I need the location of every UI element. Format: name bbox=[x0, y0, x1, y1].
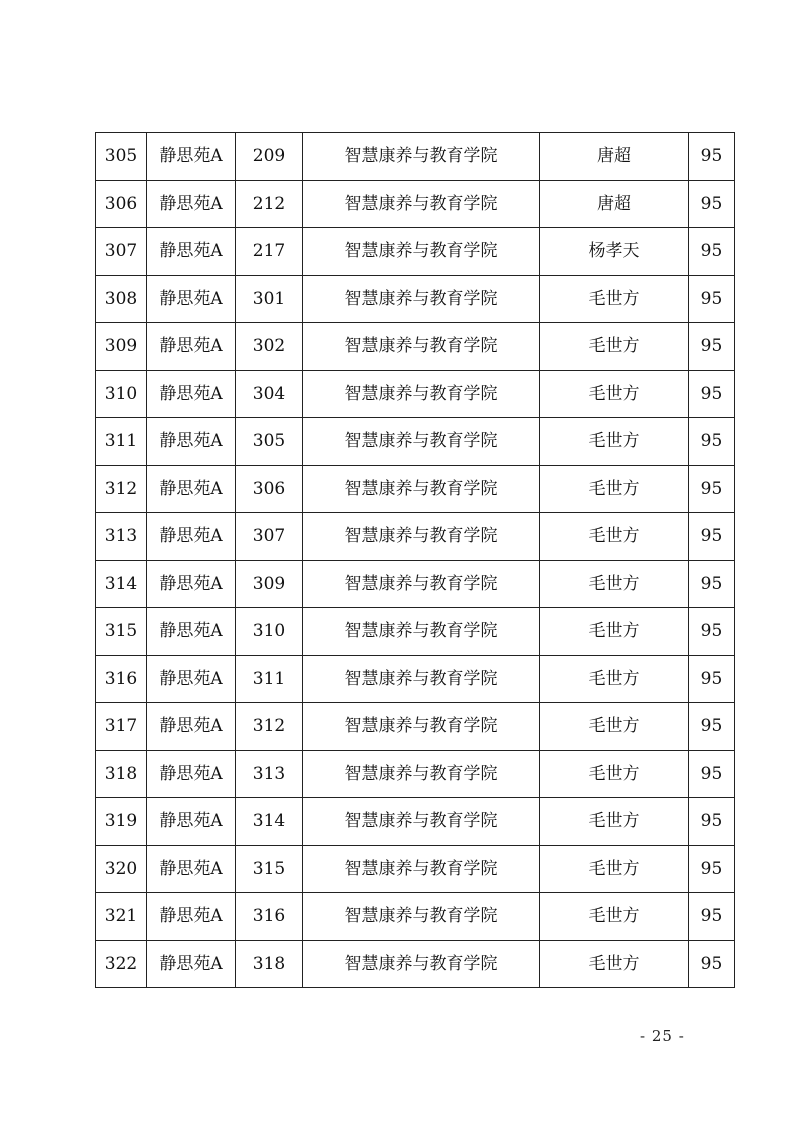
counselor-cell: 毛世方 bbox=[540, 608, 689, 656]
score-cell: 95 bbox=[689, 513, 735, 561]
counselor-cell: 毛世方 bbox=[540, 655, 689, 703]
college-cell: 智慧康养与教育学院 bbox=[303, 133, 540, 181]
college-cell: 智慧康养与教育学院 bbox=[303, 940, 540, 988]
building-cell: 静思苑A bbox=[147, 845, 236, 893]
row-number-cell: 322 bbox=[96, 940, 147, 988]
room-number-cell: 305 bbox=[236, 418, 303, 466]
table-row bbox=[96, 940, 735, 988]
score-cell: 95 bbox=[689, 133, 735, 181]
counselor-cell: 毛世方 bbox=[540, 513, 689, 561]
counselor-cell: 唐超 bbox=[540, 133, 689, 181]
room-number-cell: 316 bbox=[236, 893, 303, 941]
table-row bbox=[96, 275, 735, 323]
score-cell: 95 bbox=[689, 940, 735, 988]
counselor-cell: 毛世方 bbox=[540, 275, 689, 323]
row-number-cell: 319 bbox=[96, 798, 147, 846]
college-cell: 智慧康养与教育学院 bbox=[303, 418, 540, 466]
row-number-cell: 315 bbox=[96, 608, 147, 656]
building-cell: 静思苑A bbox=[147, 275, 236, 323]
college-cell: 智慧康养与教育学院 bbox=[303, 180, 540, 228]
room-number-cell: 309 bbox=[236, 560, 303, 608]
row-number-cell: 306 bbox=[96, 180, 147, 228]
row-number-cell: 317 bbox=[96, 703, 147, 751]
table-row bbox=[96, 133, 735, 181]
room-number-cell: 315 bbox=[236, 845, 303, 893]
room-number-cell: 312 bbox=[236, 703, 303, 751]
counselor-cell: 毛世方 bbox=[540, 940, 689, 988]
building-cell: 静思苑A bbox=[147, 323, 236, 371]
score-cell: 95 bbox=[689, 608, 735, 656]
row-number-cell: 318 bbox=[96, 750, 147, 798]
table-row bbox=[96, 228, 735, 276]
score-cell: 95 bbox=[689, 560, 735, 608]
room-number-cell: 313 bbox=[236, 750, 303, 798]
counselor-cell: 毛世方 bbox=[540, 370, 689, 418]
table-row bbox=[96, 323, 735, 371]
counselor-cell: 毛世方 bbox=[540, 750, 689, 798]
table-body bbox=[96, 133, 735, 988]
room-number-cell: 318 bbox=[236, 940, 303, 988]
building-cell: 静思苑A bbox=[147, 703, 236, 751]
room-number-cell: 314 bbox=[236, 798, 303, 846]
row-number-cell: 312 bbox=[96, 465, 147, 513]
row-number-cell: 320 bbox=[96, 845, 147, 893]
college-cell: 智慧康养与教育学院 bbox=[303, 608, 540, 656]
counselor-cell: 唐超 bbox=[540, 180, 689, 228]
building-cell: 静思苑A bbox=[147, 750, 236, 798]
college-cell: 智慧康养与教育学院 bbox=[303, 798, 540, 846]
college-cell: 智慧康养与教育学院 bbox=[303, 750, 540, 798]
college-cell: 智慧康养与教育学院 bbox=[303, 560, 540, 608]
room-number-cell: 302 bbox=[236, 323, 303, 371]
row-number-cell: 321 bbox=[96, 893, 147, 941]
counselor-cell: 毛世方 bbox=[540, 845, 689, 893]
counselor-cell: 毛世方 bbox=[540, 560, 689, 608]
score-cell: 95 bbox=[689, 655, 735, 703]
counselor-cell: 毛世方 bbox=[540, 798, 689, 846]
counselor-cell: 杨孝天 bbox=[540, 228, 689, 276]
score-cell: 95 bbox=[689, 418, 735, 466]
table-row bbox=[96, 560, 735, 608]
table-row bbox=[96, 845, 735, 893]
room-number-cell: 209 bbox=[236, 133, 303, 181]
score-cell: 95 bbox=[689, 798, 735, 846]
college-cell: 智慧康养与教育学院 bbox=[303, 703, 540, 751]
table-row bbox=[96, 370, 735, 418]
counselor-cell: 毛世方 bbox=[540, 703, 689, 751]
building-cell: 静思苑A bbox=[147, 798, 236, 846]
table-row bbox=[96, 418, 735, 466]
counselor-cell: 毛世方 bbox=[540, 418, 689, 466]
room-number-cell: 217 bbox=[236, 228, 303, 276]
room-number-cell: 306 bbox=[236, 465, 303, 513]
building-cell: 静思苑A bbox=[147, 133, 236, 181]
table-row bbox=[96, 513, 735, 561]
row-number-cell: 307 bbox=[96, 228, 147, 276]
score-cell: 95 bbox=[689, 323, 735, 371]
row-number-cell: 316 bbox=[96, 655, 147, 703]
building-cell: 静思苑A bbox=[147, 180, 236, 228]
row-number-cell: 309 bbox=[96, 323, 147, 371]
score-cell: 95 bbox=[689, 465, 735, 513]
college-cell: 智慧康养与教育学院 bbox=[303, 323, 540, 371]
building-cell: 静思苑A bbox=[147, 608, 236, 656]
counselor-cell: 毛世方 bbox=[540, 893, 689, 941]
table-row bbox=[96, 750, 735, 798]
building-cell: 静思苑A bbox=[147, 370, 236, 418]
score-cell: 95 bbox=[689, 893, 735, 941]
dormitory-score-table bbox=[95, 132, 735, 988]
score-cell: 95 bbox=[689, 370, 735, 418]
row-number-cell: 305 bbox=[96, 133, 147, 181]
page-number: - 25 - bbox=[640, 1027, 685, 1045]
table-row bbox=[96, 180, 735, 228]
score-cell: 95 bbox=[689, 275, 735, 323]
row-number-cell: 313 bbox=[96, 513, 147, 561]
room-number-cell: 307 bbox=[236, 513, 303, 561]
score-cell: 95 bbox=[689, 703, 735, 751]
college-cell: 智慧康养与教育学院 bbox=[303, 893, 540, 941]
table-row bbox=[96, 798, 735, 846]
room-number-cell: 212 bbox=[236, 180, 303, 228]
room-number-cell: 310 bbox=[236, 608, 303, 656]
counselor-cell: 毛世方 bbox=[540, 465, 689, 513]
college-cell: 智慧康养与教育学院 bbox=[303, 513, 540, 561]
score-cell: 95 bbox=[689, 180, 735, 228]
building-cell: 静思苑A bbox=[147, 893, 236, 941]
college-cell: 智慧康养与教育学院 bbox=[303, 275, 540, 323]
college-cell: 智慧康养与教育学院 bbox=[303, 845, 540, 893]
building-cell: 静思苑A bbox=[147, 418, 236, 466]
table-row bbox=[96, 703, 735, 751]
score-cell: 95 bbox=[689, 750, 735, 798]
building-cell: 静思苑A bbox=[147, 228, 236, 276]
row-number-cell: 314 bbox=[96, 560, 147, 608]
counselor-cell: 毛世方 bbox=[540, 323, 689, 371]
table-row bbox=[96, 893, 735, 941]
building-cell: 静思苑A bbox=[147, 655, 236, 703]
college-cell: 智慧康养与教育学院 bbox=[303, 228, 540, 276]
score-cell: 95 bbox=[689, 845, 735, 893]
college-cell: 智慧康养与教育学院 bbox=[303, 465, 540, 513]
college-cell: 智慧康养与教育学院 bbox=[303, 655, 540, 703]
table-row bbox=[96, 608, 735, 656]
score-cell: 95 bbox=[689, 228, 735, 276]
building-cell: 静思苑A bbox=[147, 465, 236, 513]
building-cell: 静思苑A bbox=[147, 560, 236, 608]
building-cell: 静思苑A bbox=[147, 513, 236, 561]
room-number-cell: 301 bbox=[236, 275, 303, 323]
room-number-cell: 304 bbox=[236, 370, 303, 418]
college-cell: 智慧康养与教育学院 bbox=[303, 370, 540, 418]
table-row bbox=[96, 655, 735, 703]
building-cell: 静思苑A bbox=[147, 940, 236, 988]
row-number-cell: 311 bbox=[96, 418, 147, 466]
table-row bbox=[96, 465, 735, 513]
row-number-cell: 308 bbox=[96, 275, 147, 323]
room-number-cell: 311 bbox=[236, 655, 303, 703]
row-number-cell: 310 bbox=[96, 370, 147, 418]
